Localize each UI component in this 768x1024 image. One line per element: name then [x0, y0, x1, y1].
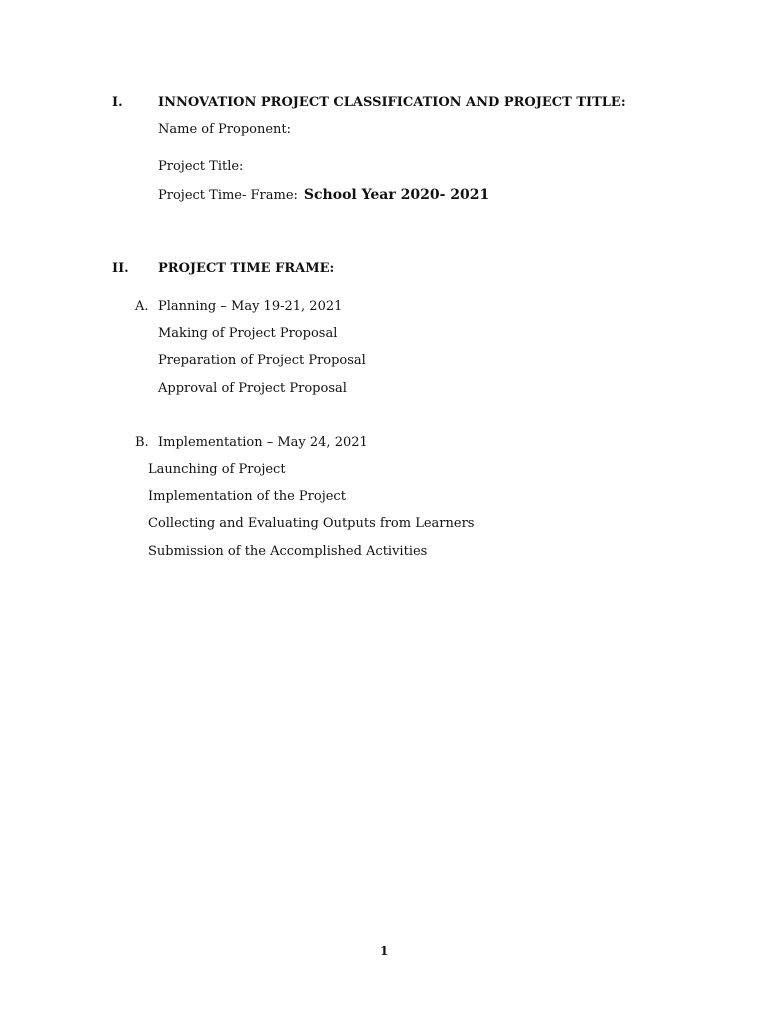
project-title-label: Project Title: — [158, 159, 244, 174]
implementation-letter: B. — [135, 435, 149, 450]
implementation-item: Collecting and Evaluating Outputs from Learners — [148, 516, 475, 531]
proponent-label: Name of Proponent: — [158, 122, 292, 137]
planning-title: Planning – May 19-21, 2021 — [158, 299, 343, 314]
timeframe-label: Project Time- Frame: — [158, 188, 298, 203]
section-1-numeral: I. — [112, 95, 123, 110]
implementation-item: Implementation of the Project — [148, 489, 346, 504]
planning-item: Preparation of Project Proposal — [158, 353, 366, 368]
implementation-item: Launching of Project — [148, 462, 286, 477]
page-number: 1 — [380, 944, 389, 958]
section-2-numeral: II. — [112, 261, 129, 276]
timeframe-value: School Year 2020- 2021 — [303, 187, 490, 203]
planning-letter: A. — [135, 299, 149, 314]
timeframe-row — [158, 188, 489, 202]
implementation-item: Submission of the Accomplished Activities — [148, 544, 428, 559]
section-2-heading: PROJECT TIME FRAME: — [158, 261, 335, 276]
implementation-title: Implementation – May 24, 2021 — [158, 435, 368, 450]
section-1-heading: INNOVATION PROJECT CLASSIFICATION AND PROJECT TITLE: — [158, 95, 626, 110]
planning-item: Making of Project Proposal — [158, 326, 338, 341]
planning-item: Approval of Project Proposal — [158, 381, 347, 396]
